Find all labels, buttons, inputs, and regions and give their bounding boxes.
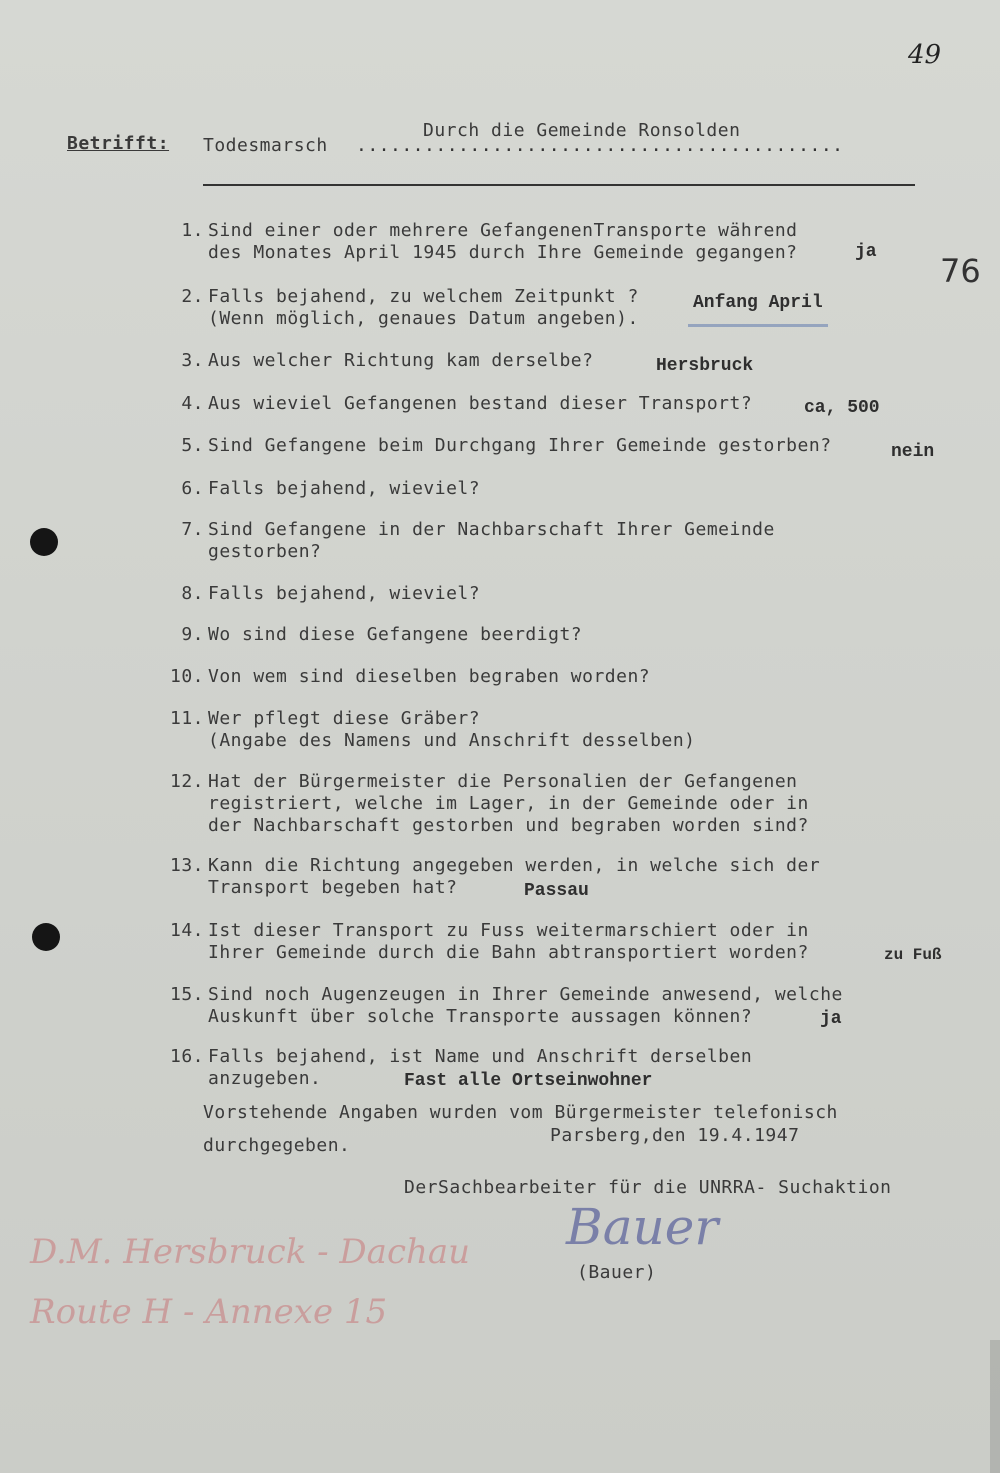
question-text: Auskunft über solche Transporte aussagen können? [208, 1006, 753, 1027]
question-text: Von wem sind dieselben begraben worden? [208, 666, 651, 687]
question-text: Kann die Richtung angegeben werden, in welche sich der [208, 855, 821, 876]
page-number: 49 [908, 40, 942, 70]
question-number: 7. [181, 519, 204, 540]
question-text: Ihrer Gemeinde durch die Bahn abtransportiert worden? [208, 942, 809, 963]
question-5 [160, 435, 832, 457]
question-8 [160, 583, 480, 605]
question-1 [160, 220, 798, 264]
question-4 [160, 393, 752, 415]
answer-13: Passau [524, 881, 589, 901]
question-number: 13. [169, 855, 204, 876]
clerk-title: DerSachbearbeiter für die UNRRA- Suchaktion [404, 1177, 892, 1198]
closing-line-1: Vorstehende Angaben wurden vom Bürgermeister telefonisch [203, 1102, 838, 1123]
question-10 [160, 666, 650, 688]
subject-topic: Todesmarsch [203, 135, 328, 156]
answer-5: nein [891, 442, 935, 462]
question-text: Falls bejahend, zu welchem Zeitpunkt ? [208, 286, 639, 307]
typed-name: (Bauer) [577, 1262, 657, 1283]
question-9 [160, 624, 582, 646]
question-7 [160, 519, 775, 563]
question-number: 15. [169, 984, 204, 1005]
question-6 [160, 478, 480, 500]
question-3 [160, 350, 593, 372]
place-date: Parsberg,den 19.4.1947 [550, 1125, 800, 1146]
answer-15: ja [820, 1009, 842, 1029]
closing-line-2: durchgegeben. [203, 1135, 351, 1156]
question-12 [160, 771, 809, 837]
signature: Bauer [566, 1198, 719, 1256]
answer-2: Anfang April [693, 293, 823, 313]
question-13 [160, 855, 820, 899]
question-text: Wo sind diese Gefangene beerdigt? [208, 624, 583, 645]
question-text: Aus welcher Richtung kam derselbe? [208, 350, 594, 371]
question-number: 5. [181, 435, 204, 456]
question-text: Sind noch Augenzeugen in Ihrer Gemeinde anwesend, welche [208, 984, 843, 1005]
punch-hole [32, 923, 60, 951]
archive-number: 76 [940, 252, 981, 290]
header-rule [203, 184, 915, 186]
pencil-note-line-1: D.M. Hersbruck - Dachau [30, 1232, 471, 1272]
question-text: des Monates April 1945 durch Ihre Gemeinde gegangen? [208, 242, 798, 263]
answer-1: ja [855, 242, 877, 262]
question-text: Ist dieser Transport zu Fuss weitermarschiert oder in [208, 920, 809, 941]
pencil-note-line-2: Route H - Annexe 15 [30, 1292, 388, 1332]
question-text: registriert, welche im Lager, in der Gemeinde oder in [208, 793, 809, 814]
question-number: 8. [181, 583, 204, 604]
question-text: Falls bejahend, ist Name und Anschrift derselben [208, 1046, 753, 1067]
question-text: gestorben? [208, 541, 322, 562]
punch-hole [30, 528, 58, 556]
question-text: Aus wieviel Gefangenen bestand dieser Transport? [208, 393, 753, 414]
question-text: Sind Gefangene beim Durchgang Ihrer Gemeinde gestorben? [208, 435, 832, 456]
question-2 [160, 286, 639, 330]
question-text: Wer pflegt diese Gräber? [208, 708, 481, 729]
question-number: 1. [181, 220, 204, 241]
question-text: anzugeben. [208, 1068, 322, 1089]
question-text: Falls bejahend, wieviel? [208, 478, 481, 499]
question-15 [160, 984, 843, 1028]
question-text: Falls bejahend, wieviel? [208, 583, 481, 604]
blue-underline [688, 324, 828, 327]
answer-4: ca, 500 [804, 398, 880, 418]
question-number: 4. [181, 393, 204, 414]
question-number: 9. [181, 624, 204, 645]
question-text: Sind Gefangene in der Nachbarschaft Ihrer Gemeinde [208, 519, 775, 540]
answer-16: Fast alle Ortseinwohner [404, 1071, 653, 1091]
question-number: 10. [169, 666, 204, 687]
answer-14: zu Fuß [884, 946, 942, 964]
question-text: der Nachbarschaft gestorben und begraben worden sind? [208, 815, 809, 836]
question-text: Hat der Bürgermeister die Personalien der Gefangenen [208, 771, 798, 792]
question-number: 6. [181, 478, 204, 499]
municipality: Durch die Gemeinde Ronsolden [423, 120, 741, 141]
question-text: (Wenn möglich, genaues Datum angeben). [208, 308, 639, 329]
question-number: 2. [181, 286, 204, 307]
question-number: 11. [169, 708, 204, 729]
question-text: Transport begeben hat? [208, 877, 458, 898]
question-number: 12. [169, 771, 204, 792]
subject-label: Betrifft: [67, 133, 170, 154]
question-11 [160, 708, 696, 752]
question-text: Sind einer oder mehrere GefangenenTransporte während [208, 220, 798, 241]
question-number: 14. [169, 920, 204, 941]
answer-3: Hersbruck [656, 356, 754, 376]
question-text: (Angabe des Namens und Anschrift desselben) [208, 730, 696, 751]
leader-dots: ........................................... [356, 135, 844, 156]
question-14 [160, 920, 809, 964]
edge-shadow [990, 1340, 1000, 1473]
question-number: 16. [169, 1046, 204, 1067]
question-number: 3. [181, 350, 204, 371]
